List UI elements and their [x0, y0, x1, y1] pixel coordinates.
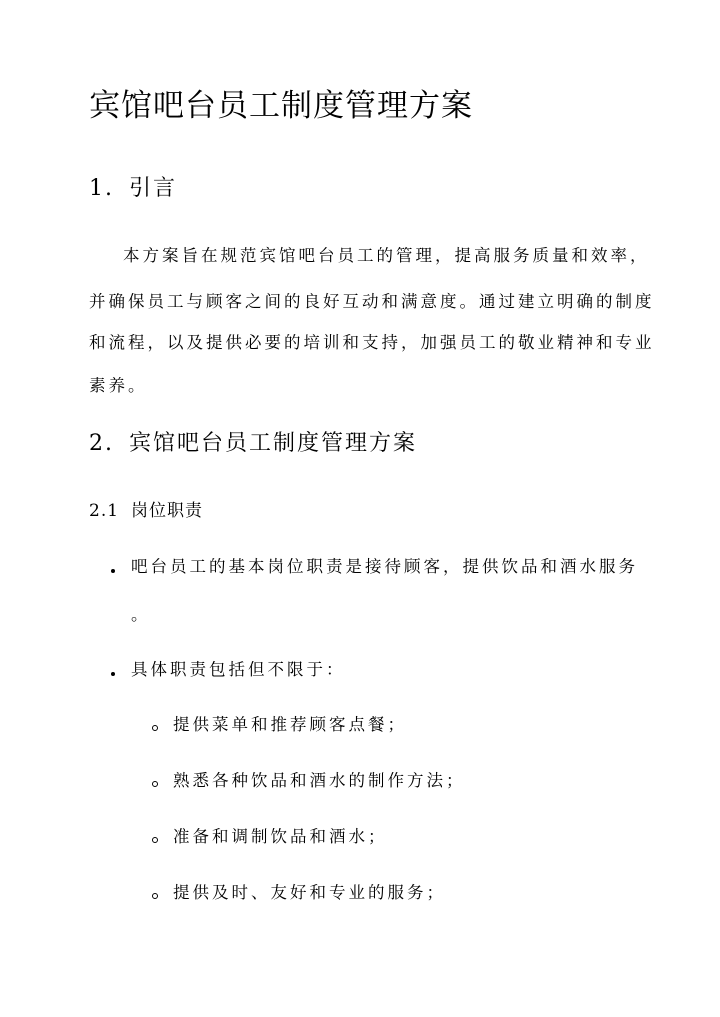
section-1-title: 引言 [129, 176, 178, 201]
bullet-item-line: 。 [131, 605, 151, 624]
bullet-item-line: 具体职责包括但不限于： [131, 660, 346, 679]
sub-bullet-circle [152, 837, 158, 843]
document-title: 宾馆吧台员工制度管理方案 [89, 88, 473, 124]
bullet-dot [111, 569, 115, 573]
sub-list-item: 提供菜单和推荐顾客点餐； [173, 715, 407, 734]
bullet-dot [111, 672, 115, 676]
section-1-number: 1. [89, 176, 114, 201]
sub-bullet-circle [152, 781, 158, 787]
section-2-number: 2. [89, 431, 114, 456]
intro-paragraph-line: 并确保员工与顾客之间的良好互动和满意度。通过建立明确的制度 [89, 292, 655, 311]
sub-bullet-circle [152, 725, 158, 731]
section-2-title: 宾馆吧台员工制度管理方案 [129, 431, 418, 456]
intro-paragraph-line: 和流程，以及提供必要的培训和支持，加强员工的敬业精神和专业 [89, 333, 655, 352]
sub-list-item: 熟悉各种饮品和酒水的制作方法； [173, 771, 466, 790]
sub-list-item: 准备和调制饮品和酒水； [173, 827, 388, 846]
section-1-heading [89, 174, 177, 204]
bullet-item-line: 吧台员工的基本岗位职责是接待顾客，提供饮品和酒水服务 [131, 557, 638, 576]
subsection-2-1-heading [89, 498, 203, 524]
sub-list-item: 提供及时、友好和专业的服务； [173, 883, 446, 902]
intro-paragraph-line: 本方案旨在规范宾馆吧台员工的管理，提高服务质量和效率， [123, 246, 650, 265]
sub-bullet-circle [152, 893, 158, 899]
section-2-heading [89, 429, 417, 459]
intro-paragraph-line: 素养。 [89, 376, 148, 395]
subsection-2-1-number: 2.1 [89, 501, 120, 521]
subsection-2-1-title: 岗位职责 [131, 501, 203, 521]
